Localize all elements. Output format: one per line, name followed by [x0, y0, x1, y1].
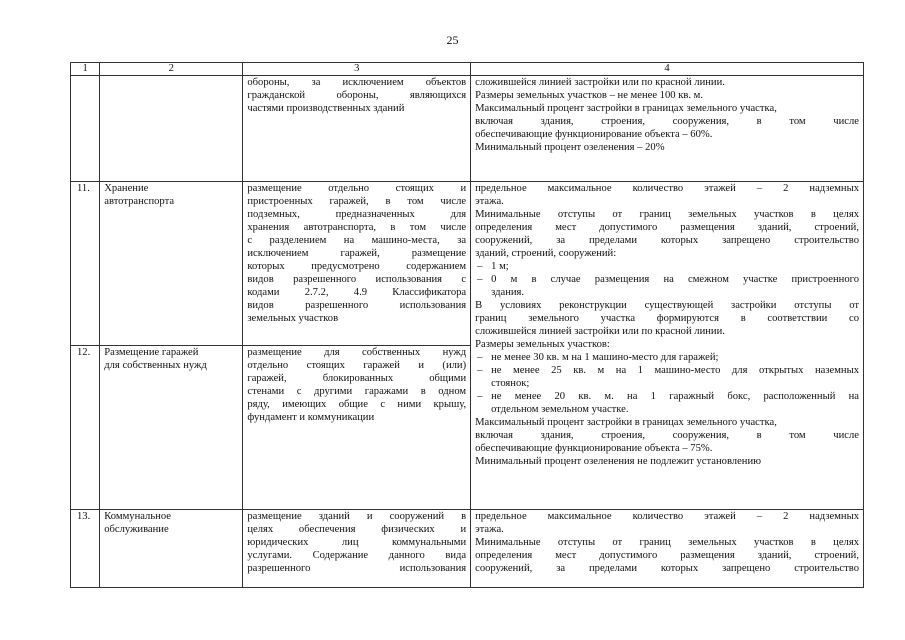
text-line: обеспечивающие функционирование объекта – 75%.	[475, 443, 713, 454]
text-line: 1 м;	[491, 261, 509, 272]
row-number-cell: 13.	[71, 510, 100, 588]
text-line: Максимальный процент застройки в границах земельного участка,	[475, 103, 777, 114]
text-line: земельных участков	[247, 313, 339, 324]
text-line: Минимальные отступы от границ земельных участков в целях	[475, 537, 859, 548]
row-number-cell: 11.	[71, 182, 100, 346]
row-number-cell	[71, 76, 100, 182]
header-cell: 2	[100, 63, 243, 76]
table-row	[71, 182, 864, 346]
dash-marker: –	[477, 261, 483, 272]
text-line: фундамент и коммуникации	[247, 412, 375, 423]
text-line: сооружений, за пределами которых запрещено строительство	[475, 235, 859, 246]
text-line: услугами. Содержание данного вида	[247, 550, 467, 561]
text-line: Минимальный процент озеленения не подлежит установлению	[475, 456, 762, 467]
text-line: отдельно стоящих гаражей и (или)	[247, 360, 467, 371]
header-cell: 1	[71, 63, 100, 76]
land-use-table	[70, 62, 864, 588]
text-line: обороны, за исключением объектов	[247, 77, 467, 88]
text-line: обслуживание	[104, 524, 169, 535]
text-line: целях обеспечения физических и	[247, 524, 467, 535]
text-line: сложившейся линией застройки или по красной линии.	[475, 326, 725, 337]
use-description-cell	[243, 182, 471, 346]
text-line: сложившейся линией застройки или по красной линии.	[475, 77, 725, 88]
text-line: ряду, имеющих общие с ними крышу,	[247, 399, 467, 410]
list-item	[475, 273, 859, 299]
text-line: Минимальные отступы от границ земельных участков в целях	[475, 209, 859, 220]
text-line: зданий, строений, сооружений:	[475, 248, 617, 259]
use-name-cell	[100, 76, 243, 182]
text-line: размещение зданий и сооружений в	[247, 511, 467, 522]
text-line: не менее 20 кв. м. на 1 гаражный бокс, расположенный на	[491, 391, 859, 402]
text-line: стенами с другими гаражами в одном	[247, 386, 467, 397]
text-line: отдельном земельном участке.	[491, 404, 629, 415]
use-description-cell	[243, 76, 471, 182]
parameters-cell	[471, 510, 864, 588]
list-item	[475, 260, 859, 273]
text-line: не менее 25 кв. м на 1 машино-место для открытых наземных	[491, 365, 859, 376]
text-line: Размещение гаражей	[104, 347, 199, 358]
text-line: Коммунальное	[104, 511, 171, 522]
text-line: гражданской обороны, являющихся	[247, 90, 467, 101]
dash-marker: –	[477, 365, 483, 376]
text-line: В условиях реконструкции существующей застройки отступы от	[475, 300, 859, 311]
text-line: которых предусмотрено содержанием	[247, 261, 467, 272]
text-line: пристроенных гаражей, в том числе	[247, 196, 467, 207]
text-line: исключением гаражей, размещение	[247, 248, 467, 259]
text-line: определения мест допустимого размещения зданий, строений,	[475, 222, 859, 233]
text-line: Минимальный процент озеленения – 20%	[475, 142, 665, 153]
text-line: с разделением на машино-места, за	[247, 235, 467, 246]
text-line: юридических лиц коммунальными	[247, 537, 467, 548]
text-line: Размеры земельных участков:	[475, 339, 610, 350]
dash-marker: –	[477, 391, 483, 402]
table-row	[71, 76, 864, 182]
list-item	[475, 390, 859, 416]
row-number-cell: 12.	[71, 346, 100, 510]
parameters-cell	[471, 182, 864, 510]
text-line: размещение отдельно стоящих и	[247, 183, 467, 194]
dash-marker: –	[477, 274, 483, 285]
text-line: разрешенного использования	[247, 563, 467, 574]
use-name-cell	[100, 346, 243, 510]
text-line: видов разрешенного использования	[247, 300, 467, 311]
text-line: предельное максимальное количество этажей – 2 надземных	[475, 183, 859, 194]
list-item	[475, 351, 859, 364]
text-line: Максимальный процент застройки в границах земельного участка,	[475, 417, 777, 428]
use-name-cell	[100, 510, 243, 588]
text-line: не менее 30 кв. м на 1 машино-место для гаражей;	[491, 352, 719, 363]
text-line: Размеры земельных участков – не менее 100 кв. м.	[475, 90, 704, 101]
text-line: обеспечивающие функционирование объекта – 60%.	[475, 129, 713, 140]
text-line: этажа.	[475, 524, 504, 535]
text-line: стоянок;	[491, 378, 530, 389]
text-line: частями производственных зданий	[247, 103, 405, 114]
text-line: включая здания, строения, сооружения, в том числе	[475, 116, 859, 127]
text-line: подземных, предназначенных для	[247, 209, 467, 220]
text-line: гаражей, блокированных общими	[247, 373, 467, 384]
use-description-cell	[243, 510, 471, 588]
use-description-cell	[243, 346, 471, 510]
page-number: 25	[446, 33, 459, 47]
header-cell: 3	[243, 63, 471, 76]
text-line: кодами 2.7.2, 4.9 Классификатора	[247, 287, 467, 298]
dash-marker: –	[477, 352, 483, 363]
parameters-cell	[471, 76, 864, 182]
text-line: этажа.	[475, 196, 504, 207]
text-line: 0 м в случае размещения на смежном участке пристроенного	[491, 274, 859, 285]
text-line: сооружений, за пределами которых запрещено строительство	[475, 563, 859, 574]
text-line: включая здания, строения, сооружения, в том числе	[475, 430, 859, 441]
text-line: для собственных нужд	[104, 360, 207, 371]
text-line: границ земельного участка формируются в соответствии со	[475, 313, 859, 324]
list-item	[475, 364, 859, 390]
text-line: автотранспорта	[104, 196, 175, 207]
use-name-cell	[100, 182, 243, 346]
header-cell: 4	[471, 63, 864, 76]
table-row	[71, 510, 864, 588]
text-line: Хранение	[104, 183, 149, 194]
text-line: видов разрешенного использования с	[247, 274, 467, 285]
text-line: предельное максимальное количество этажей – 2 надземных	[475, 511, 859, 522]
text-line: хранения автотранспорта, в том числе	[247, 222, 467, 233]
text-line: здания.	[491, 287, 525, 298]
table-header-row	[71, 63, 864, 76]
text-line: определения мест допустимого размещения зданий, строений,	[475, 550, 859, 561]
text-line: размещение для собственных нужд	[247, 347, 467, 358]
